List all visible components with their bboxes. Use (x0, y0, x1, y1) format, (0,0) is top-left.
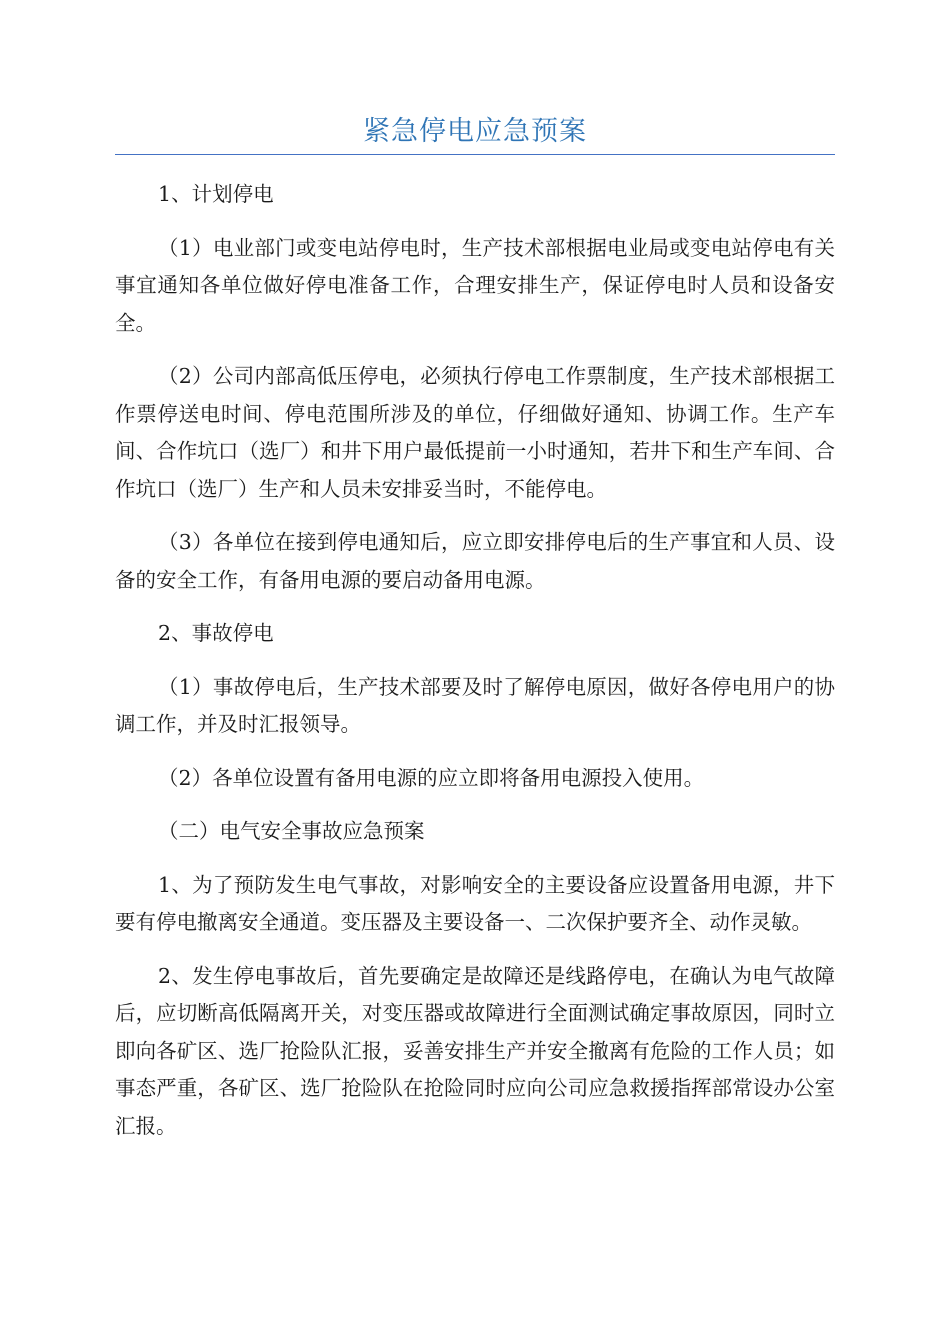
section-heading-electrical-safety: （二）电气安全事故应急预案 (158, 819, 425, 843)
document-title: 紧急停电应急预案 (363, 116, 587, 147)
section-heading-planned-outage: 1、计划停电 (158, 182, 274, 206)
section-heading-accident-outage: 2、事故停电 (158, 621, 274, 645)
title-underline (115, 154, 835, 155)
paragraph: （2）各单位设置有备用电源的应立即将备用电源投入使用。 (158, 765, 705, 790)
paragraph: （1）电业部门或变电站停电时，生产技术部根据电业局或变电站停电有关事宜通知各单位做好停电准备工作，合理安排生产，保证停电时人员和设备安全。 (115, 235, 835, 335)
paragraph: （2）公司内部高低压停电，必须执行停电工作票制度，生产技术部根据工作票停送电时间、停电范围所涉及的单位，仔细做好通知、协调工作。生产车间、合作坑口（选厂）和井下用户最低提前一小时通知，若井下和生产车间、合作坑口（选厂）生产和人员未安排妥当时，不能停电。 (115, 364, 835, 501)
paragraph: （1）事故停电后，生产技术部要及时了解停电原因，做好各停电用户的协调工作，并及时汇报领导。 (115, 674, 835, 736)
paragraph: 2、发生停电事故后，首先要确定是故障还是线路停电，在确认为电气故障后，应切断高低隔离开关，对变压器或故障进行全面测试确定事故原因，同时立即向各矿区、选厂抢险队汇报，妥善安排生产并安全撤离有危险的工作人员；如事态严重，各矿区、选厂抢险队在抢险同时应向公司应急救援指挥部常设办公室汇报。 (115, 963, 835, 1138)
document-body (115, 176, 835, 1161)
paragraph: 1、为了预防发生电气事故，对影响安全的主要设备应设置备用电源，井下要有停电撤离安全通道。变压器及主要设备一、二次保护要齐全、动作灵敏。 (115, 872, 835, 934)
paragraph: （3）各单位在接到停电通知后，应立即安排停电后的生产事宜和人员、设备的安全工作，有备用电源的要启动备用电源。 (115, 530, 835, 592)
